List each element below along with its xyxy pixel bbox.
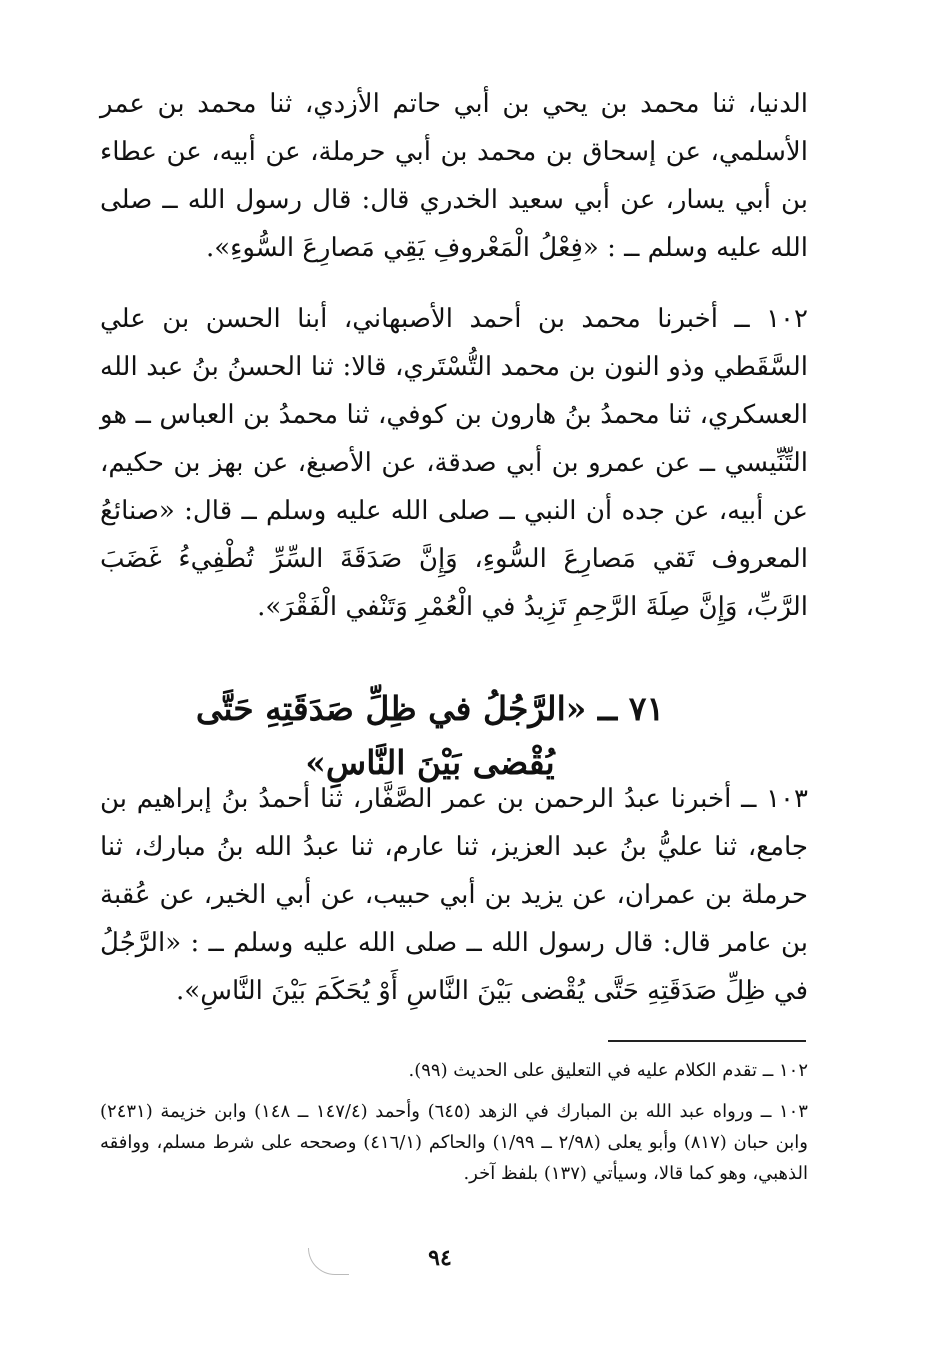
section-heading-71: ٧١ ــ «الرَّجُلُ في ظِلِّ صَدَقَتِهِ حَتَّى يُقْضى بَيْنَ النَّاسِ»	[195, 689, 665, 783]
page-number: ٩٤	[428, 1245, 452, 1271]
footnote-divider	[608, 1040, 806, 1042]
hadith-103: ١٠٣ ــ أخبرنا عبدُ الرحمن بن عمر الصَّفَّار، ثنا أحمدُ بنُ إبراهيم بن جامع، ثنا عليُّ بنُ عبد العزيز، ثنا عارم، ثنا عبدُ الله بنُ مبارك، ثنا حرملة بن عمران، عن يزيد بن أبي حبيب، عن أبي الخير، عن عُقبة بن عامر قال: قال رسول الله ــ صلى الله عليه وسلم ــ : «الرَّجُلُ في ظِلِّ صَدَقَتِهِ حَتَّى يُقْضى بَيْنَ النَّاسِ أَوْ يُحَكَمَ بَيْنَ النَّاسِ».	[100, 784, 808, 1006]
hadith-102: ١٠٢ ــ أخبرنا محمد بن أحمد الأصبهاني، أبنا الحسن بن علي السَّقَطي وذو النون بن محمد التُّسْتَري، قالا: ثنا الحسنُ بنُ عبد الله العسكري، ثنا محمدُ بنُ هارون بن كوفي، ثنا محمدُ بن العباس ــ هو التِّنِّيسي ــ عن عمرو بن أبي صدقة، عن الأصبغ، عن بهز بن حكيم، عن أبيه، عن جده أن النبي ــ صلى الله عليه وسلم ــ قال: «صنائعُ المعروف تَقي مَصارِعَ السُّوءِ، وَإِنَّ صَدَقَةَ السِّرِّ تُطْفِيءُ غَضَبَ الرَّبِّ، وَإِنَّ صِلَةَ الرَّحِمِ تَزِيدُ في الْعُمْرِ وَتَنْفي الْفَقْرَ».	[100, 304, 808, 622]
footnote-102: ١٠٢ ــ تقدم الكلام عليه في التعليق على الحديث (٩٩).	[408, 1060, 808, 1081]
footnote-103: ١٠٣ ــ ورواه عبد الله بن المبارك في الزهد (٦٤٥) وأحمد (١٤٧/٤ ــ ١٤٨) وابن خزيمة (٢٤٣١) وابن حبان (٨١٧) وأبو يعلى (٢/٩٨ ــ ١/٩٩) والحاكم (٤١٦/١) وصححه على شرط مسلم، ووافقه الذهبي، وهو كما قالا، وسيأتي (١٣٧) بلفظ آخر.	[100, 1101, 808, 1184]
scan-mark	[308, 1248, 349, 1275]
paragraph-continuation: الدنيا، ثنا محمد بن يحي بن أبي حاتم الأزدي، ثنا محمد بن عمر الأسلمي، عن إسحاق بن محمد بن أبي حرملة، عن أبيه، عن عطاء بن أبي يسار، عن أبي سعيد الخدري قال: قال رسول الله ــ صلى الله عليه وسلم ــ : «فِعْلُ الْمَعْروفِ يَقِي مَصارِعَ السُّوءِ».	[100, 89, 808, 263]
footnotes	[100, 1055, 808, 1199]
